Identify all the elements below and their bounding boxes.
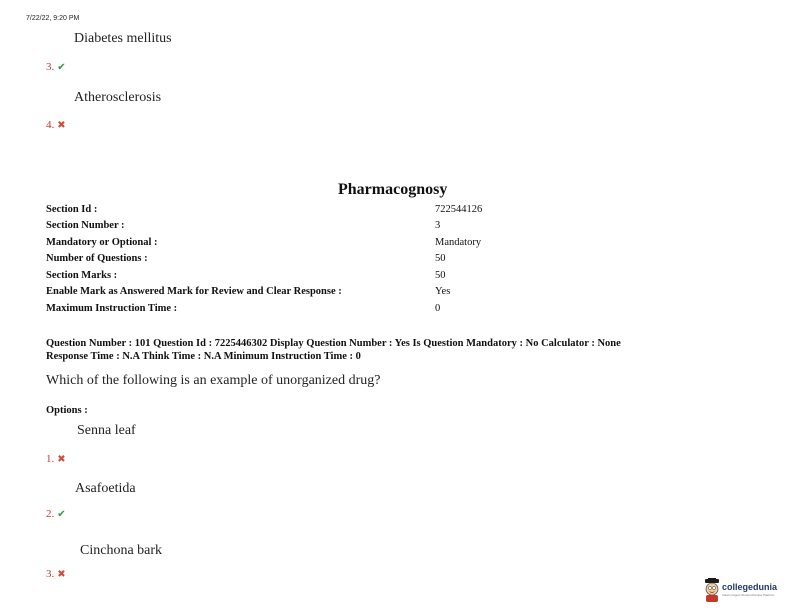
option-number: 2. [46, 508, 55, 520]
section-field-label: Section Marks : [46, 270, 118, 281]
section-field-label: Section Id : [46, 204, 98, 215]
cross-icon: ✖ [57, 454, 66, 465]
option-number-row [46, 564, 66, 582]
option-number: 4. [46, 119, 55, 131]
section-field-value: Mandatory [435, 237, 482, 248]
option-number-row [46, 449, 66, 467]
print-timestamp: 7/22/22, 9:20 PM [26, 15, 80, 22]
section-field-label: Maximum Instruction Time : [46, 303, 178, 314]
prev-option-text: Atherosclerosis [74, 90, 162, 105]
section-field-value: Yes [435, 286, 451, 297]
option-number: 3. [46, 61, 55, 73]
section-field-label: Mandatory or Optional : [46, 237, 158, 248]
section-field-value: 50 [435, 270, 446, 281]
section-field-label: Enable Mark as Answered Mark for Review and Clear Response : [46, 286, 342, 297]
mascot-icon [702, 578, 722, 602]
question-text: Which of the following is an example of unorganized drug? [46, 373, 381, 388]
section-field-value: 0 [435, 303, 441, 314]
collegedunia-logo [702, 578, 786, 604]
option-text: Cinchona bark [80, 543, 163, 558]
brand-name: collegedunia [722, 582, 778, 592]
option-number: 3. [46, 568, 55, 580]
check-icon: ✔ [57, 509, 66, 520]
check-icon: ✔ [57, 62, 66, 73]
prev-option-number [46, 57, 66, 75]
section-field-value: 722544126 [435, 204, 483, 215]
question-meta-line: Question Number : 101 Question Id : 7225446302 Display Question Number : Yes Is Question Mandatory : No Calculator : None [46, 338, 621, 349]
section-field-value: 50 [435, 253, 446, 264]
option-number-row [46, 504, 66, 522]
prev-option-number [46, 115, 66, 133]
section-field-label: Section Number : [46, 220, 125, 231]
prev-option-text: Diabetes mellitus [74, 31, 172, 46]
cross-icon: ✖ [57, 569, 66, 580]
section-field-value: 3 [435, 220, 441, 231]
option-text: Asafoetida [75, 481, 136, 496]
option-text: Senna leaf [77, 423, 136, 438]
cross-icon: ✖ [57, 120, 66, 131]
brand-tagline: India's largest Student Review Platform [722, 593, 775, 597]
option-number: 1. [46, 453, 55, 465]
section-field-label: Number of Questions : [46, 253, 148, 264]
question-meta-line: Response Time : N.A Think Time : N.A Minimum Instruction Time : 0 [46, 351, 361, 362]
options-label: Options : [46, 405, 88, 416]
section-title: Pharmacognosy [338, 181, 448, 198]
